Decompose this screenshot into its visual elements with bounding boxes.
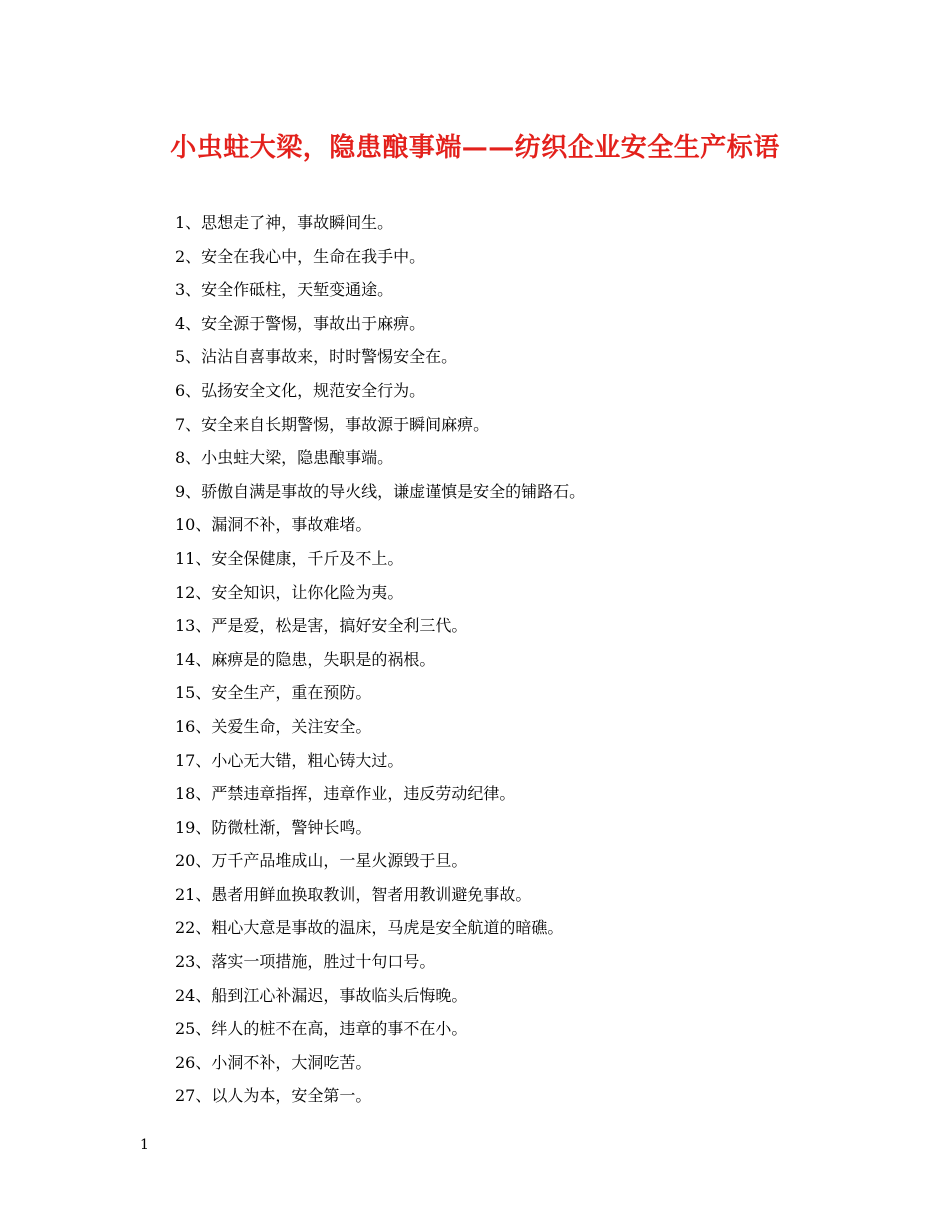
- list-item: 10、漏洞不补，事故难堵。: [175, 515, 372, 535]
- list-item: 14、麻痹是的隐患，失职是的祸根。: [175, 649, 436, 669]
- list-item: 9、骄傲自满是事故的导火线，谦虚谨慎是安全的铺路石。: [175, 481, 586, 501]
- list-item: 12、安全知识，让你化险为夷。: [175, 582, 404, 602]
- list-item: 22、粗心大意是事故的温床，马虎是安全航道的暗礁。: [175, 918, 564, 938]
- list-item: 26、小洞不补，大洞吃苦。: [175, 1052, 372, 1072]
- list-item: 3、安全作砥柱，天堑变通途。: [175, 280, 394, 300]
- list-item: 21、愚者用鲜血换取教训，智者用教训避免事故。: [175, 884, 532, 904]
- list-item: 11、安全保健康，千斤及不上。: [175, 548, 404, 568]
- list-item: 20、万千产品堆成山，一星火源毁于旦。: [175, 851, 468, 871]
- list-item: 25、绊人的桩不在高，违章的事不在小。: [175, 1019, 468, 1039]
- list-item: 16、关爱生命，关注安全。: [175, 716, 372, 736]
- list-item: 1、思想走了神，事故瞬间生。: [175, 213, 394, 232]
- list-item: 4、安全源于警惕，事故出于麻痹。: [175, 313, 426, 333]
- list-item: 7、安全来自长期警惕，事故源于瞬间麻痹。: [175, 414, 490, 434]
- list-item: 15、安全生产，重在预防。: [175, 683, 372, 703]
- list-item: 17、小心无大错，粗心铸大过。: [175, 750, 404, 770]
- list-item: 13、严是爱，松是害，搞好安全利三代。: [175, 616, 468, 636]
- list-item: 8、小虫蛀大梁，隐患酿事端。: [175, 448, 394, 468]
- slogan-list: [175, 206, 585, 1113]
- list-item: 5、沾沾自喜事故来，时时警惕安全在。: [175, 347, 458, 367]
- list-item: 2、安全在我心中，生命在我手中。: [175, 246, 426, 266]
- list-item: 19、防微杜渐，警钟长鸣。: [175, 817, 372, 837]
- list-item: 18、严禁违章指挥，违章作业，违反劳动纪律。: [175, 784, 516, 804]
- document-title: 小虫蛀大梁，隐患酿事端——纺织企业安全生产标语: [170, 133, 780, 163]
- page-number: 1: [140, 1137, 149, 1153]
- list-item: 6、弘扬安全文化，规范安全行为。: [175, 380, 426, 400]
- list-item: 24、船到江心补漏迟，事故临头后悔晚。: [175, 985, 468, 1005]
- list-item: 27、以人为本，安全第一。: [175, 1086, 372, 1106]
- list-item: 23、落实一项措施，胜过十句口号。: [175, 952, 436, 972]
